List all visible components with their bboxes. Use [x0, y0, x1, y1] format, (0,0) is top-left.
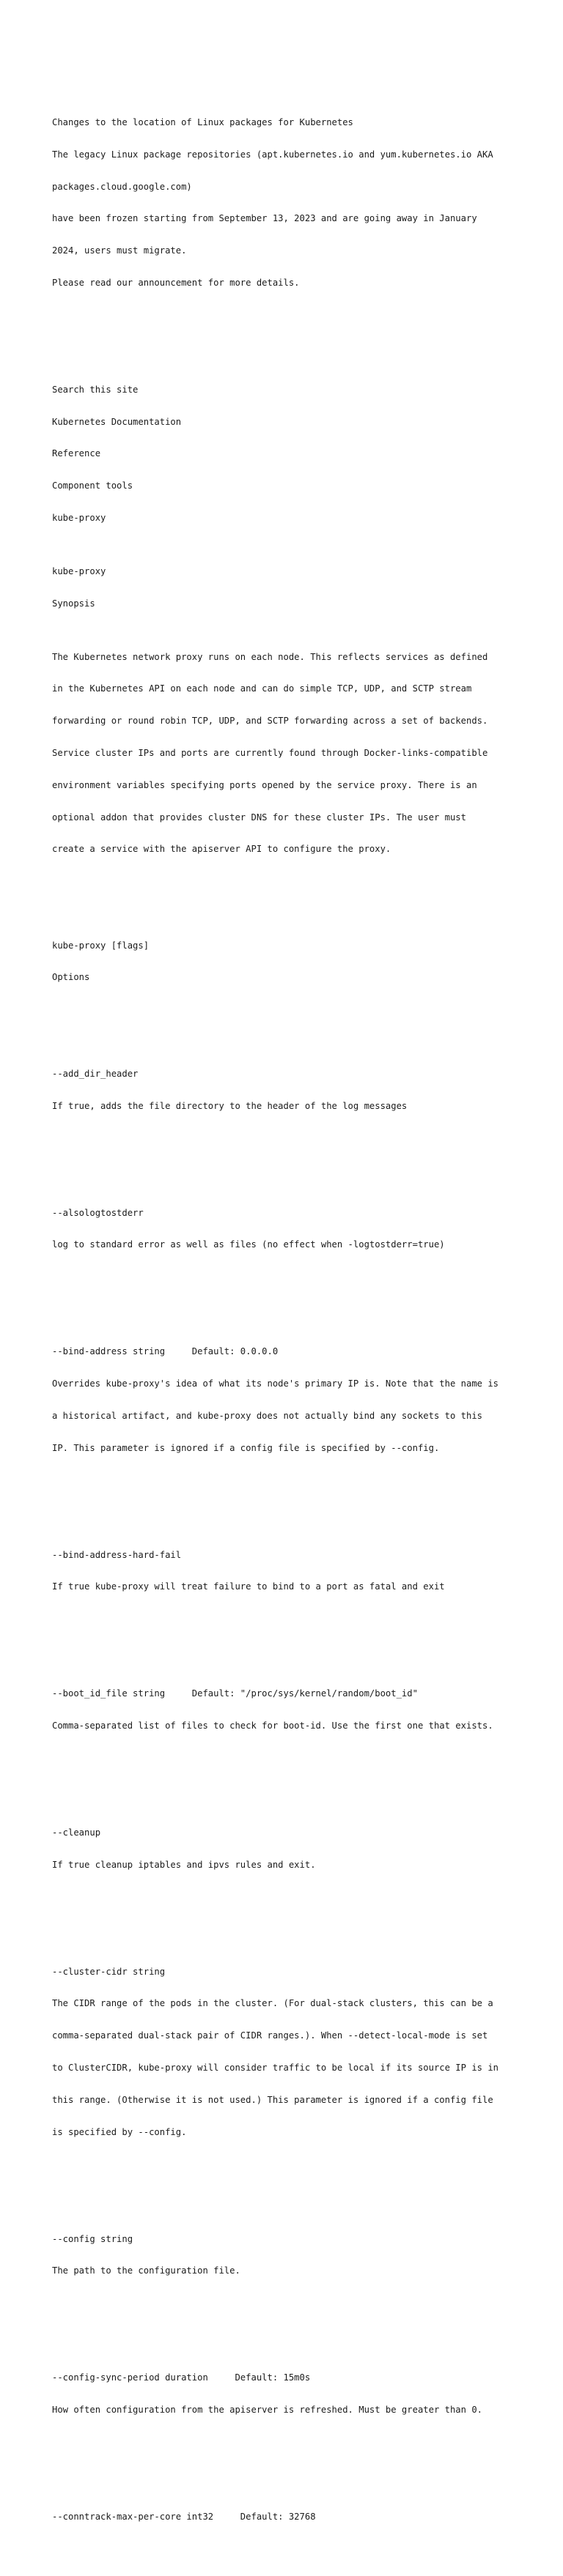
- option-flag: --boot_id_file string Default: "/proc/sys/kernel/random/boot_id": [52, 1688, 418, 1699]
- synopsis-line: forwarding or round robin TCP, UDP, and SCTP forwarding across a set of backends.: [52, 716, 488, 727]
- page-title: kube-proxy: [52, 565, 106, 576]
- option-flag: --conntrack-max-per-core int32 Default: 32768: [52, 2511, 316, 2522]
- synopsis-line: in the Kubernetes API on each node and can do simple TCP, UDP, and SCTP stream: [52, 683, 472, 694]
- option-flag: --config string: [52, 2233, 133, 2244]
- synopsis-line: optional addon that provides cluster DNS for these cluster IPs. The user must: [52, 812, 466, 823]
- synopsis-line: create a service with the apiserver API to configure the proxy.: [52, 844, 391, 855]
- option-item: [52, 1806, 536, 1924]
- banner-text: 2024, users must migrate.: [52, 245, 187, 256]
- announcement-link[interactable]: Please read our announcement for more details.: [52, 277, 300, 288]
- breadcrumb-kube-proxy[interactable]: kube-proxy: [52, 512, 106, 523]
- option-item: [52, 2212, 536, 2330]
- option-flag: --add_dir_header: [52, 1068, 139, 1079]
- option-flag: --bind-address-hard-fail: [52, 1549, 182, 1560]
- option-description: Overrides kube-proxy's idea of what its node's primary IP is. Note that the name is: [52, 1378, 499, 1389]
- option-flag: --bind-address string Default: 0.0.0.0: [52, 1346, 279, 1357]
- option-item: [52, 1528, 536, 1646]
- option-item: [52, 2351, 536, 2469]
- option-description: log to standard error as well as files (no effect when -logtostderr=true): [52, 1239, 445, 1250]
- option-flag: --alsologtostderr: [52, 1207, 144, 1218]
- banner-text: packages.cloud.google.com): [52, 181, 192, 192]
- usage-code: kube-proxy [flags]: [52, 940, 150, 951]
- option-description: to ClusterCIDR, kube-proxy will consider traffic to be local if its source IP is in: [52, 2063, 499, 2074]
- option-item: [52, 1186, 536, 1304]
- banner-text: The legacy Linux package repositories (apt.kubernetes.io and yum.kubernetes.io AKA: [52, 149, 493, 160]
- document-page: [52, 64, 536, 2576]
- option-description: a historical artifact, and kube-proxy does not actually bind any sockets to this: [52, 1410, 482, 1421]
- synopsis-text: [52, 630, 536, 876]
- option-flag: --cleanup: [52, 1827, 101, 1838]
- option-description: If true kube-proxy will treat failure to bind to a port as fatal and exit: [52, 1581, 445, 1592]
- option-description: How often configuration from the apiserver is refreshed. Must be greater than 0.: [52, 2405, 482, 2416]
- option-description: Comma-separated list of files to check for boot-id. Use the first one that exists.: [52, 1721, 493, 1731]
- option-item: [52, 1047, 536, 1165]
- option-item: [52, 1667, 536, 1785]
- synopsis-line: Service cluster IPs and ports are currently found through Docker-links-compatible: [52, 748, 488, 758]
- option-item: [52, 2490, 536, 2544]
- announcement-banner: [52, 96, 536, 310]
- option-description: The CIDR range of the pods in the cluster. (For dual-stack clusters, this can be a: [52, 1998, 493, 2009]
- option-description: this range. (Otherwise it is not used.) This parameter is ignored if a config file: [52, 2094, 493, 2105]
- option-description: The path to the configuration file.: [52, 2265, 240, 2276]
- breadcrumb-reference[interactable]: Reference: [52, 448, 101, 459]
- breadcrumb-component-tools[interactable]: Component tools: [52, 480, 133, 491]
- banner-text: have been frozen starting from September 13, 2023 and are going away in January: [52, 213, 477, 224]
- search-input[interactable]: Search this site: [52, 384, 139, 395]
- option-description: If true, adds the file directory to the header of the log messages: [52, 1100, 408, 1111]
- option-description: is specified by --config.: [52, 2126, 187, 2137]
- option-flag: --config-sync-period duration Default: 15m0s: [52, 2372, 311, 2383]
- synopsis-heading: Synopsis: [52, 598, 95, 609]
- option-item: [52, 1325, 536, 1507]
- option-description: comma-separated dual-stack pair of CIDR ranges.). When --detect-local-mode is set: [52, 2030, 488, 2041]
- synopsis-line: environment variables specifying ports opened by the service proxy. There is an: [52, 779, 477, 790]
- option-description: If true cleanup iptables and ipvs rules and exit.: [52, 1859, 316, 1870]
- site-title-link[interactable]: Kubernetes Documentation: [52, 416, 182, 427]
- options-heading: Options: [52, 972, 90, 983]
- banner-title: Changes to the location of Linux packages for Kubernetes: [52, 116, 353, 127]
- option-description: IP. This parameter is ignored if a config file is specified by --config.: [52, 1442, 440, 1453]
- synopsis-line: The Kubernetes network proxy runs on each node. This reflects services as defined: [52, 651, 488, 662]
- option-item: [52, 1945, 536, 2191]
- option-flag: --cluster-cidr string: [52, 1966, 166, 1977]
- options-list: [52, 1025, 536, 2565]
